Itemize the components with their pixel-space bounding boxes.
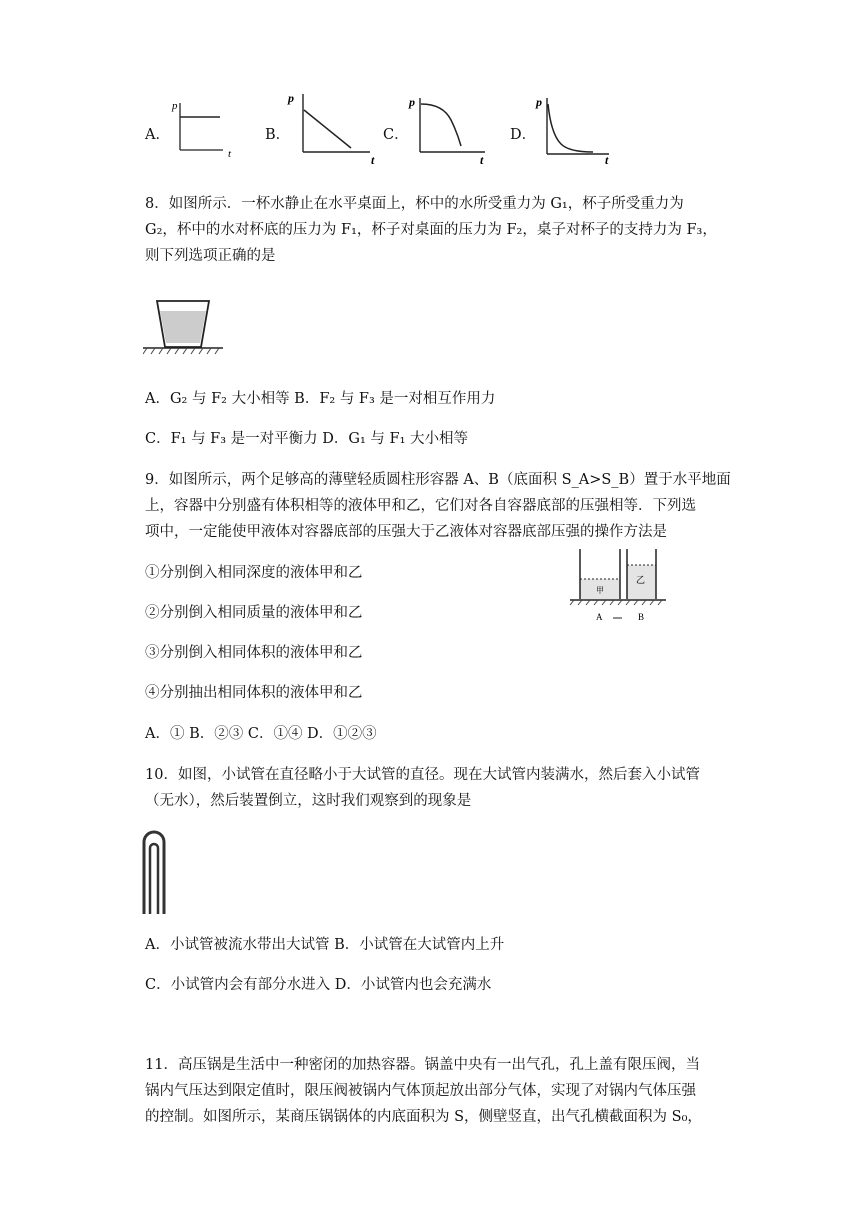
graph-d-axis-x: t: [605, 153, 609, 166]
q9-item-1: ①分别倒入相同深度的液体甲和乙: [145, 565, 363, 581]
q9-item-3: ③分别倒入相同体积的液体甲和乙: [145, 645, 363, 661]
q7-graph-b: [285, 88, 380, 166]
graph-c-axis-y: p: [409, 95, 415, 109]
q9-stem-line-1: 9．如图所示，两个足够高的薄壁轻质圆柱形容器 A、B（底面积 S_A>S_B）置于水平地面: [145, 472, 731, 488]
two-containers-figure: [566, 545, 670, 625]
graph-a-axis-y: p: [172, 100, 178, 112]
container-b-label: B: [638, 612, 645, 622]
graph-b-axis-y: p: [288, 91, 294, 105]
q8-options-line-1: A．G₂ 与 F₂ 大小相等 B．F₂ 与 F₃ 是一对相互作用力: [145, 391, 496, 407]
q8-stem-line-2: G₂，杯中的水对杯底的压力为 F₁，杯子对桌面的压力为 F₂，桌子对杯子的支持力为 F₃，: [145, 222, 717, 238]
graph-c-axis-x: t: [480, 153, 484, 166]
container-a-label: A: [596, 612, 603, 622]
q7-graph-a: [168, 95, 243, 160]
graph-b-axis-x: t: [371, 153, 375, 166]
q11-stem-line-3: 的控制。如图所示，某商压锅锅体的内底面积为 S，侧壁竖直，出气孔横截面积为 S₀，: [145, 1109, 702, 1125]
graph-d-axis-y: p: [536, 95, 542, 109]
q7-option-c-label: C．: [383, 127, 409, 143]
test-tubes-figure: [140, 828, 168, 918]
q7-graph-c: [403, 92, 498, 166]
q11-stem-line-1: 11．高压锅是生活中一种密闭的加热容器。锅盖中央有一出气孔，孔上盖有限压阀，当: [145, 1057, 700, 1073]
liquid-b-label: 乙: [636, 575, 646, 585]
q9-item-2: ②分别倒入相同质量的液体甲和乙: [145, 605, 363, 621]
q10-options-line-1: A．小试管被流水带出大试管 B．小试管在大试管内上升: [145, 937, 505, 953]
q7-option-b-label: B．: [265, 127, 291, 143]
q8-options-line-2: C．F₁ 与 F₃ 是一对平衡力 D．G₁ 与 F₁ 大小相等: [145, 431, 468, 447]
q9-stem-line-2: 上，容器中分别盛有体积相等的液体甲和乙，它们对各自容器底部的压强相等．下列选: [145, 498, 696, 514]
q9-item-4: ④分别抽出相同体积的液体甲和乙: [145, 685, 363, 701]
liquid-a-label: 甲: [596, 586, 604, 595]
q9-stem-line-3: 项中，一定能使甲液体对容器底部的压强大于乙液体对容器底部压强的操作方法是: [145, 524, 667, 540]
q7-option-a-label: A．: [145, 127, 170, 143]
q10-stem-line-1: 10．如图，小试管在直径略小于大试管的直径。现在大试管内装满水，然后套入小试管: [145, 767, 700, 783]
q7-option-d-label: D．: [510, 127, 537, 143]
q8-stem-line-3: 则下列选项正确的是: [145, 248, 276, 264]
q11-stem-line-2: 锅内气压达到限定值时，限压阀被锅内气体顶起放出部分气体，实现了对锅内气体压强: [145, 1083, 696, 1099]
graph-a-axis-x: t: [228, 148, 232, 160]
cup-on-table-figure: [143, 295, 223, 357]
q7-graph-d: [533, 92, 618, 166]
q8-stem-line-1: 8．如图所示．一杯水静止在水平桌面上，杯中的水所受重力为 G₁，杯子所受重力为: [145, 196, 684, 212]
q10-stem-line-2: （无水），然后装置倒立，这时我们观察到的现象是: [145, 793, 472, 809]
q9-answer-options: A．① B．②③ C．①④ D．①②③: [145, 726, 377, 742]
q10-options-line-2: C．小试管内会有部分水进入 D．小试管内也会充满水: [145, 977, 492, 993]
